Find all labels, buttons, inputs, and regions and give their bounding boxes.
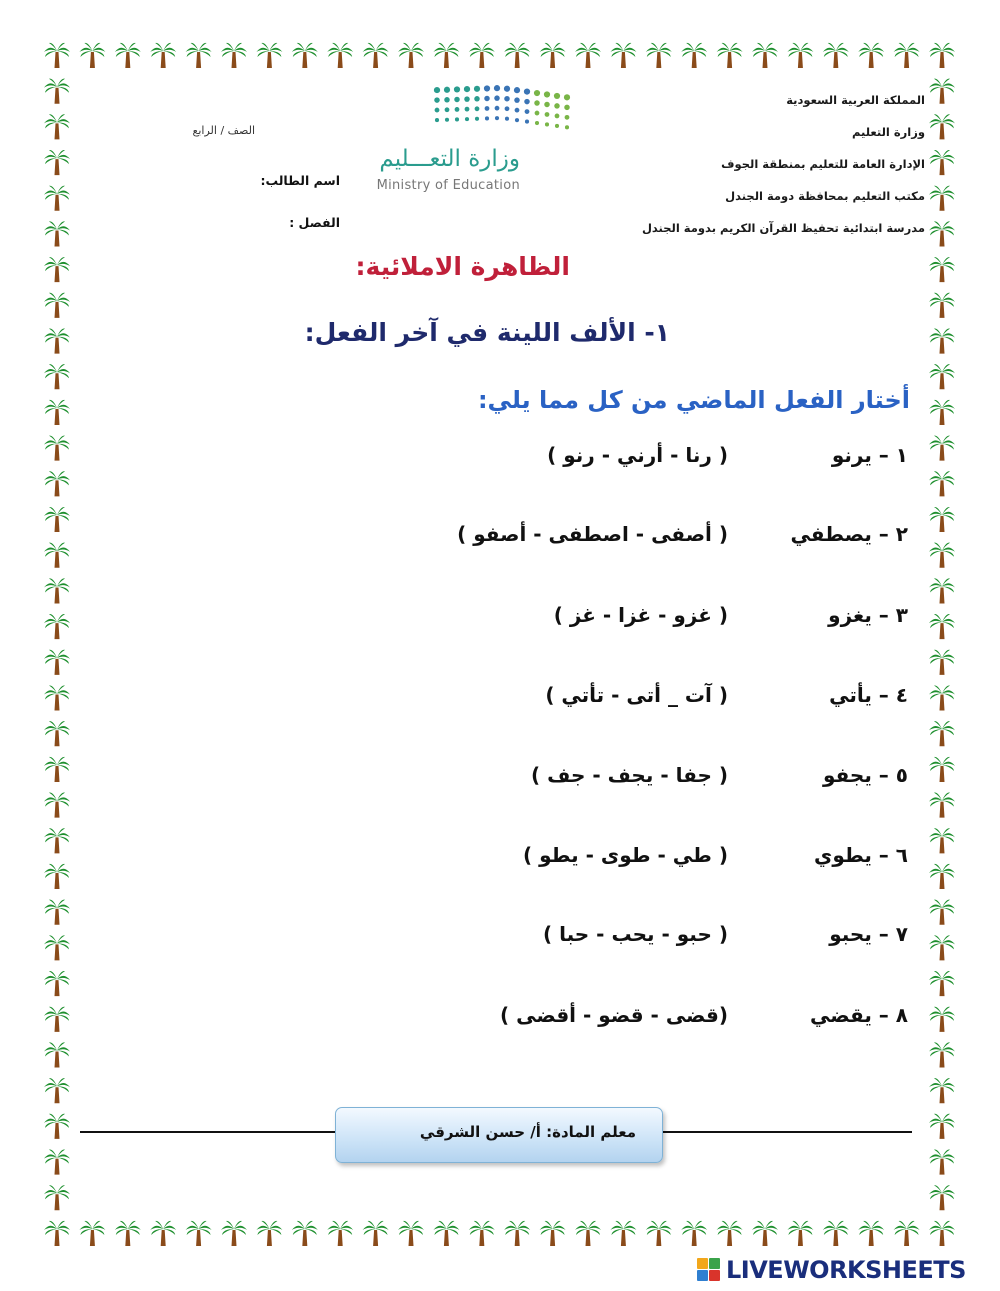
palm-tree-icon: [44, 757, 70, 782]
palm-tree-icon: [929, 328, 955, 353]
palm-tree-icon: [894, 43, 920, 68]
palm-tree-icon: [929, 614, 955, 639]
palm-tree-icon: [929, 793, 955, 818]
logo-dot: [555, 124, 559, 128]
logo-dot: [515, 118, 519, 122]
palm-tree-icon: [504, 1221, 530, 1246]
logo-dot: [445, 118, 449, 122]
logo-dot: [524, 99, 530, 105]
palm-tree-icon: [221, 1221, 247, 1246]
palm-tree-icon: [44, 436, 70, 461]
liveworksheets-logo: [696, 1256, 996, 1286]
palm-tree-icon: [858, 43, 884, 68]
palm-tree-icon: [44, 400, 70, 425]
question-row[interactable]: [360, 603, 908, 643]
logo-dot: [504, 96, 510, 102]
logo-dot: [435, 118, 439, 122]
question-verb: ٨ – يقضي: [810, 1003, 908, 1027]
logo-dot: [545, 122, 549, 126]
palm-tree-icon: [681, 43, 707, 68]
palm-tree-icon: [44, 43, 70, 68]
worksheet-title: الظاهرة الاملائية:: [355, 252, 570, 281]
palm-tree-icon: [469, 1221, 495, 1246]
palm-tree-icon: [44, 971, 70, 996]
palm-tree-icon: [929, 1185, 955, 1210]
instruction-text: أختار الفعل الماضي من كل مما يلي:: [477, 386, 910, 414]
question-options[interactable]: ( جفا - يجف - جف ): [531, 763, 728, 787]
palm-tree-icon: [44, 650, 70, 675]
logo-dot: [515, 108, 520, 113]
palm-tree-icon: [752, 43, 778, 68]
palm-tree-icon: [929, 578, 955, 603]
logo-dot: [545, 112, 550, 117]
ministry-logo-arabic: وزارة التعـــليم: [379, 146, 520, 172]
lesson-heading: ١- الألف اللينة في آخر الفعل:: [304, 318, 670, 347]
palm-tree-icon: [929, 257, 955, 282]
question-options[interactable]: ( غزو - غزا - غز ): [553, 603, 728, 627]
palm-tree-icon: [186, 1221, 212, 1246]
palm-tree-icon: [929, 1150, 955, 1175]
palm-tree-icon: [646, 43, 672, 68]
palm-tree-icon: [44, 1042, 70, 1067]
palm-tree-icon: [44, 935, 70, 960]
logo-dot: [565, 125, 569, 129]
logo-dot: [445, 107, 450, 112]
logo-dot: [514, 97, 520, 103]
header-line-school: مدرسة ابتدائية تحفيظ القرآن الكريم بدومة الجندل: [641, 221, 925, 235]
palm-tree-icon: [186, 43, 212, 68]
palm-tree-icon: [823, 43, 849, 68]
question-options[interactable]: ( حبو - يحب - حبا ): [543, 922, 728, 946]
logo-dot: [454, 97, 460, 103]
logo-dot: [505, 106, 510, 111]
palm-tree-icon: [929, 79, 955, 104]
logo-dot: [564, 105, 570, 111]
logo-dot: [444, 97, 450, 103]
palm-tree-icon: [221, 43, 247, 68]
header-line-office: مكتب التعليم بمحافظة دومة الجندل: [725, 189, 925, 203]
palm-tree-icon: [929, 757, 955, 782]
palm-tree-icon: [79, 1221, 105, 1246]
logo-dot: [485, 106, 490, 111]
palm-tree-icon: [44, 1150, 70, 1175]
palm-tree-icon: [929, 1042, 955, 1067]
palm-tree-icon: [44, 543, 70, 568]
palm-tree-icon: [929, 1114, 955, 1139]
palm-tree-icon: [363, 1221, 389, 1246]
palm-tree-icon: [929, 900, 955, 925]
question-row[interactable]: [360, 683, 908, 723]
logo-dot: [495, 116, 499, 120]
palm-tree-icon: [292, 43, 318, 68]
palm-tree-icon: [44, 1078, 70, 1103]
logo-dot: [535, 121, 539, 125]
logo-dot: [474, 96, 480, 102]
logo-dot: [495, 106, 500, 111]
logo-dot: [534, 100, 540, 106]
logo-dot: [494, 95, 500, 101]
logo-dot: [434, 97, 440, 103]
question-verb: ٦ – يطوي: [813, 843, 908, 867]
palm-tree-icon: [610, 43, 636, 68]
palm-tree-icon: [540, 43, 566, 68]
palm-tree-icon: [929, 436, 955, 461]
palm-tree-icon: [929, 364, 955, 389]
question-row[interactable]: [360, 1003, 908, 1043]
palm-tree-icon: [610, 1221, 636, 1246]
palm-tree-icon: [752, 1221, 778, 1246]
question-row[interactable]: [360, 443, 908, 483]
palm-tree-icon: [929, 293, 955, 318]
palm-tree-icon: [256, 43, 282, 68]
palm-tree-icon: [363, 43, 389, 68]
palm-tree-icon: [44, 507, 70, 532]
question-row[interactable]: [360, 843, 908, 883]
palm-tree-icon: [327, 1221, 353, 1246]
palm-tree-icon: [44, 578, 70, 603]
student-name-label: اسم الطالب:: [260, 173, 340, 188]
palm-tree-icon: [44, 793, 70, 818]
question-options[interactable]: ( أصفى - اصطفى - أصفو ): [457, 522, 728, 546]
palm-tree-icon: [929, 650, 955, 675]
ministry-logo-english: Ministry of Education: [376, 178, 520, 193]
palm-tree-icon: [44, 685, 70, 710]
question-verb: ٥ – يجفو: [822, 763, 908, 787]
palm-tree-icon: [929, 43, 955, 68]
palm-tree-icon: [44, 257, 70, 282]
question-verb: ١ – يرنو: [831, 443, 908, 467]
palm-tree-icon: [44, 828, 70, 853]
logo-dot: [455, 107, 460, 112]
logo-dot: [544, 91, 550, 97]
palm-tree-icon: [681, 1221, 707, 1246]
palm-tree-icon: [929, 186, 955, 211]
logo-dot: [504, 86, 510, 92]
palm-tree-icon: [929, 543, 955, 568]
palm-tree-icon: [858, 1221, 884, 1246]
logo-dot: [444, 87, 450, 93]
palm-tree-icon: [292, 1221, 318, 1246]
logo-dot: [554, 103, 560, 109]
logo-dot: [525, 109, 530, 114]
liveworksheets-wordmark: LIVEWORKSHEETS: [726, 1256, 966, 1284]
question-verb: ٢ – يصطفي: [790, 522, 908, 546]
palm-tree-icon: [44, 79, 70, 104]
palm-tree-icon: [433, 43, 459, 68]
question-row[interactable]: [360, 922, 908, 962]
palm-tree-icon: [44, 293, 70, 318]
palm-tree-icon: [115, 43, 141, 68]
logo-dot: [475, 117, 479, 121]
palm-tree-icon: [44, 614, 70, 639]
logo-dot: [505, 117, 509, 121]
palm-tree-icon: [44, 328, 70, 353]
palm-tree-icon: [929, 1007, 955, 1032]
logo-dot: [465, 107, 470, 112]
teacher-name-box: [335, 1107, 663, 1163]
palm-tree-icon: [929, 471, 955, 496]
palm-tree-icon: [929, 507, 955, 532]
teacher-name: معلم المادة: أ/ حسن الشرقي: [419, 1123, 636, 1141]
palm-tree-icon: [44, 471, 70, 496]
palm-tree-icon: [398, 43, 424, 68]
logo-dot: [474, 86, 480, 92]
palm-tree-icon: [150, 43, 176, 68]
question-verb: ٣ – يغزو: [828, 603, 908, 627]
logo-dot: [494, 85, 500, 91]
logo-dot: [485, 116, 489, 120]
logo-dot: [464, 96, 470, 102]
question-row[interactable]: [360, 763, 908, 803]
logo-dot: [524, 89, 530, 95]
palm-tree-icon: [44, 864, 70, 889]
palm-tree-icon: [717, 43, 743, 68]
palm-tree-icon: [44, 150, 70, 175]
palm-tree-icon: [787, 43, 813, 68]
logo-dot: [555, 114, 560, 119]
logo-dot: [465, 117, 469, 121]
header-line-ministry: وزارة التعليم: [852, 125, 925, 139]
palm-tree-icon: [44, 186, 70, 211]
liveworksheets-icon: [696, 1256, 722, 1284]
palm-tree-icon: [44, 1114, 70, 1139]
palm-tree-icon: [929, 150, 955, 175]
header-line-kingdom: المملكة العربية السعودية: [786, 93, 925, 107]
palm-tree-icon: [894, 1221, 920, 1246]
grade-label: الصف / الرابع: [192, 124, 255, 137]
palm-tree-icon: [929, 721, 955, 746]
palm-tree-icon: [44, 1185, 70, 1210]
palm-tree-icon: [575, 43, 601, 68]
palm-tree-icon: [44, 721, 70, 746]
logo-dot: [535, 111, 540, 116]
palm-tree-icon: [717, 1221, 743, 1246]
logo-dot: [484, 96, 490, 102]
palm-tree-icon: [398, 1221, 424, 1246]
palm-tree-icon: [575, 1221, 601, 1246]
logo-dot: [554, 93, 560, 99]
logo-dot: [435, 108, 440, 113]
palm-tree-icon: [256, 1221, 282, 1246]
palm-tree-icon: [929, 400, 955, 425]
palm-tree-icon: [540, 1221, 566, 1246]
school-header: [595, 84, 925, 244]
palm-tree-icon: [929, 935, 955, 960]
logo-dot: [544, 102, 550, 108]
logo-dot: [484, 85, 490, 91]
logo-dot: [525, 120, 529, 124]
question-options[interactable]: ( آت _ أتى - تأتي ): [545, 683, 728, 707]
palm-tree-icon: [929, 828, 955, 853]
palm-tree-icon: [150, 1221, 176, 1246]
palm-tree-icon: [44, 114, 70, 139]
palm-tree-icon: [44, 1221, 70, 1246]
logo-dot: [464, 86, 470, 92]
header-line-directorate: الإدارة العامة للتعليم بمنطقة الجوف: [721, 157, 925, 171]
logo-dot: [514, 87, 520, 93]
palm-tree-icon: [44, 1007, 70, 1032]
question-verb: ٧ – يحبو: [829, 922, 908, 946]
logo-dot: [454, 86, 460, 92]
logo-dot: [475, 106, 480, 111]
logo-dot: [455, 117, 459, 121]
palm-tree-icon: [823, 1221, 849, 1246]
palm-tree-icon: [787, 1221, 813, 1246]
palm-tree-icon: [433, 1221, 459, 1246]
palm-tree-icon: [929, 864, 955, 889]
logo-dot: [564, 94, 570, 100]
question-options[interactable]: ( رنا - أرني - رنو ): [547, 443, 728, 467]
question-verb: ٤ – يأتي: [829, 683, 908, 707]
logo-dot: [434, 87, 440, 93]
palm-tree-icon: [115, 1221, 141, 1246]
question-options[interactable]: ( طي - طوى - يطو ): [523, 843, 728, 867]
palm-tree-icon: [44, 900, 70, 925]
logo-dot: [565, 115, 570, 120]
logo-dot: [534, 90, 540, 96]
palm-tree-icon: [504, 43, 530, 68]
palm-tree-icon: [44, 221, 70, 246]
palm-tree-icon: [646, 1221, 672, 1246]
palm-tree-icon: [44, 364, 70, 389]
question-row[interactable]: [360, 522, 908, 562]
palm-tree-icon: [929, 221, 955, 246]
palm-tree-icon: [327, 43, 353, 68]
palm-tree-icon: [929, 1078, 955, 1103]
palm-tree-icon: [929, 971, 955, 996]
palm-tree-icon: [929, 1221, 955, 1246]
palm-tree-icon: [469, 43, 495, 68]
palm-tree-icon: [929, 685, 955, 710]
palm-tree-icon: [929, 114, 955, 139]
class-label: الفصل :: [289, 215, 340, 230]
question-options[interactable]: (قضى - قضو - أقضى ): [500, 1003, 728, 1027]
palm-tree-icon: [79, 43, 105, 68]
